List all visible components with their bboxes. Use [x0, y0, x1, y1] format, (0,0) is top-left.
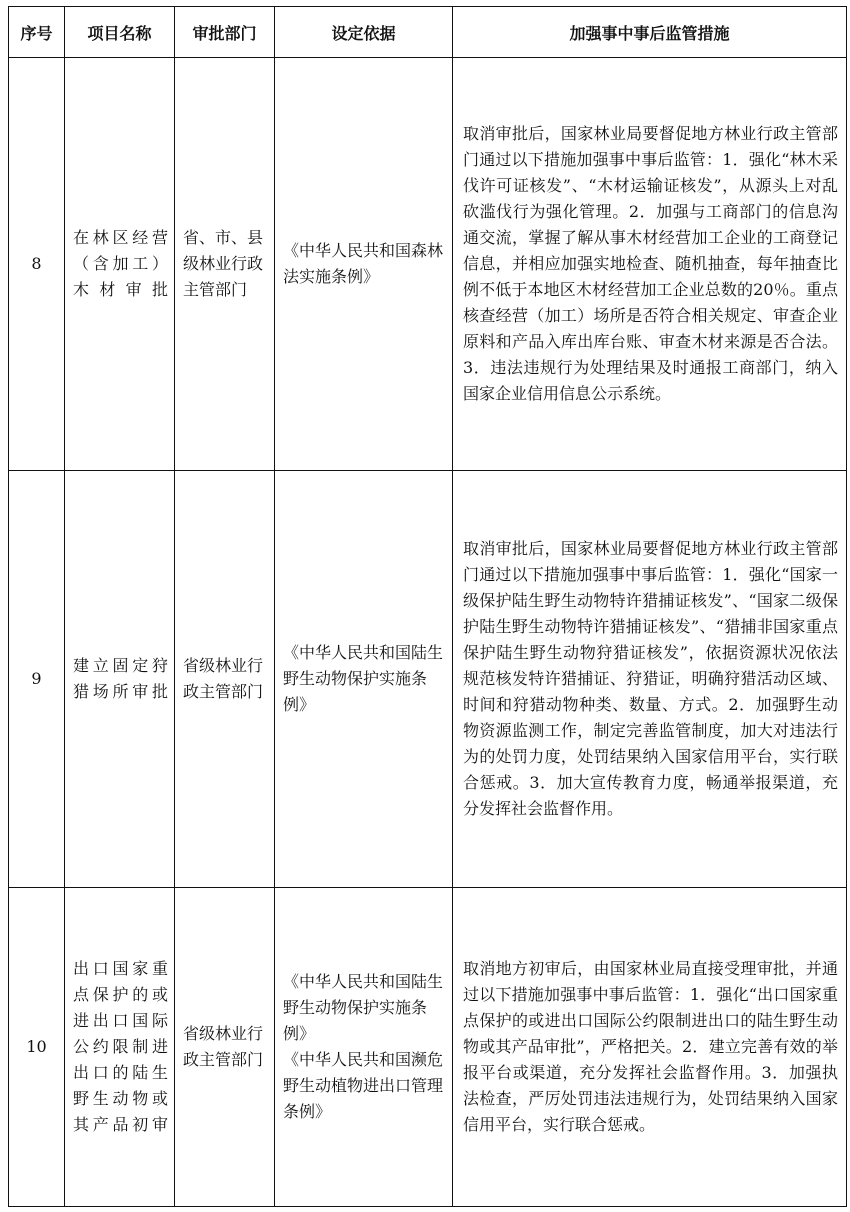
item-name: 建立固定狩猎场所审批: [65, 471, 175, 888]
approval-dept: 省、市、县级林业行政主管部门: [175, 58, 275, 471]
legal-basis: [275, 58, 453, 471]
item-name: 出口国家重点保护的或进出口国际公约限制进出口的陆生野生动物或其产品初审: [65, 888, 175, 1207]
row-number: 8: [9, 58, 65, 471]
table-row: [9, 471, 847, 888]
legal-basis-item: 《中华人民共和国陆生野生动物保护实施条例》: [283, 643, 444, 714]
legal-basis: [275, 471, 453, 888]
regulation-table: [8, 6, 847, 1207]
item-name: 在林区经营（含加工）木材审批: [65, 58, 175, 471]
table-row: [9, 888, 847, 1207]
row-number: 10: [9, 888, 65, 1207]
table-header-row: [9, 7, 847, 58]
approval-dept: 省级林业行政主管部门: [175, 471, 275, 888]
table-row: [9, 58, 847, 471]
supervision-measures: 取消地方初审后，由国家林业局直接受理审批，并通过以下措施加强事中事后监管：1．强化“出口国家重点保护的或进出口国际公约限制进出口的陆生野生动物或其产品审批”，严格把关。2．建立完善有效的举报平台或渠道，充分发挥社会监督作用。3．加强执法检查，严厉处罚违法违规行为，处罚结果纳入国家信用平台，实行联合惩戒。: [453, 888, 847, 1207]
header-name: 项目名称: [65, 7, 175, 58]
row-number: 9: [9, 471, 65, 888]
legal-basis-item: 《中华人民共和国陆生野生动物保护实施条例》: [283, 972, 444, 1043]
header-dept: 审批部门: [175, 7, 275, 58]
document-page: [8, 6, 846, 1208]
supervision-measures: 取消审批后，国家林业局要督促地方林业行政主管部门通过以下措施加强事中事后监管：1．强化“林木采伐许可证核发”、“木材运输证核发”，从源头上对乱砍滥伐行为强化管理。2．加强与工商部门的信息沟通交流，掌握了解从事木材经营加工企业的工商登记信息，并相应加强实地检查、随机抽查，每年抽查比例不低于本地区木材经营加工企业总数的20％。重点核查经营（加工）场所是否符合相关规定、审查企业原料和产品入库出库台账、审查木材来源是否合法。3．违法违规行为处理结果及时通报工商部门，纳入国家企业信用信息公示系统。: [453, 58, 847, 471]
legal-basis-item: 《中华人民共和国濒危野生动植物进出口管理条例》: [283, 1050, 444, 1121]
supervision-measures: 取消审批后，国家林业局要督促地方林业行政主管部门通过以下措施加强事中事后监管：1．强化“国家一级保护陆生野生动物特许猎捕证核发”、“国家二级保护陆生野生动物特许猎捕证核发”、“猎捕非国家重点保护陆生野生动物狩猎证核发”，依据资源状况依法规范核发特许猎捕证、狩猎证，明确狩猎活动区域、时间和狩猎动物种类、数量、方式。2．加强野生动物资源监测工作，制定完善监管制度，加大对违法行为的处罚力度，处罚结果纳入国家信用平台，实行联合惩戒。3．加大宣传教育力度，畅通举报渠道，充分发挥社会监督作用。: [453, 471, 847, 888]
header-measures: 加强事中事后监管措施: [453, 7, 847, 58]
legal-basis-item: 《中华人民共和国森林法实施条例》: [283, 241, 444, 286]
header-no: 序号: [9, 7, 65, 58]
approval-dept: 省级林业行政主管部门: [175, 888, 275, 1207]
header-basis: 设定依据: [275, 7, 453, 58]
legal-basis: [275, 888, 453, 1207]
